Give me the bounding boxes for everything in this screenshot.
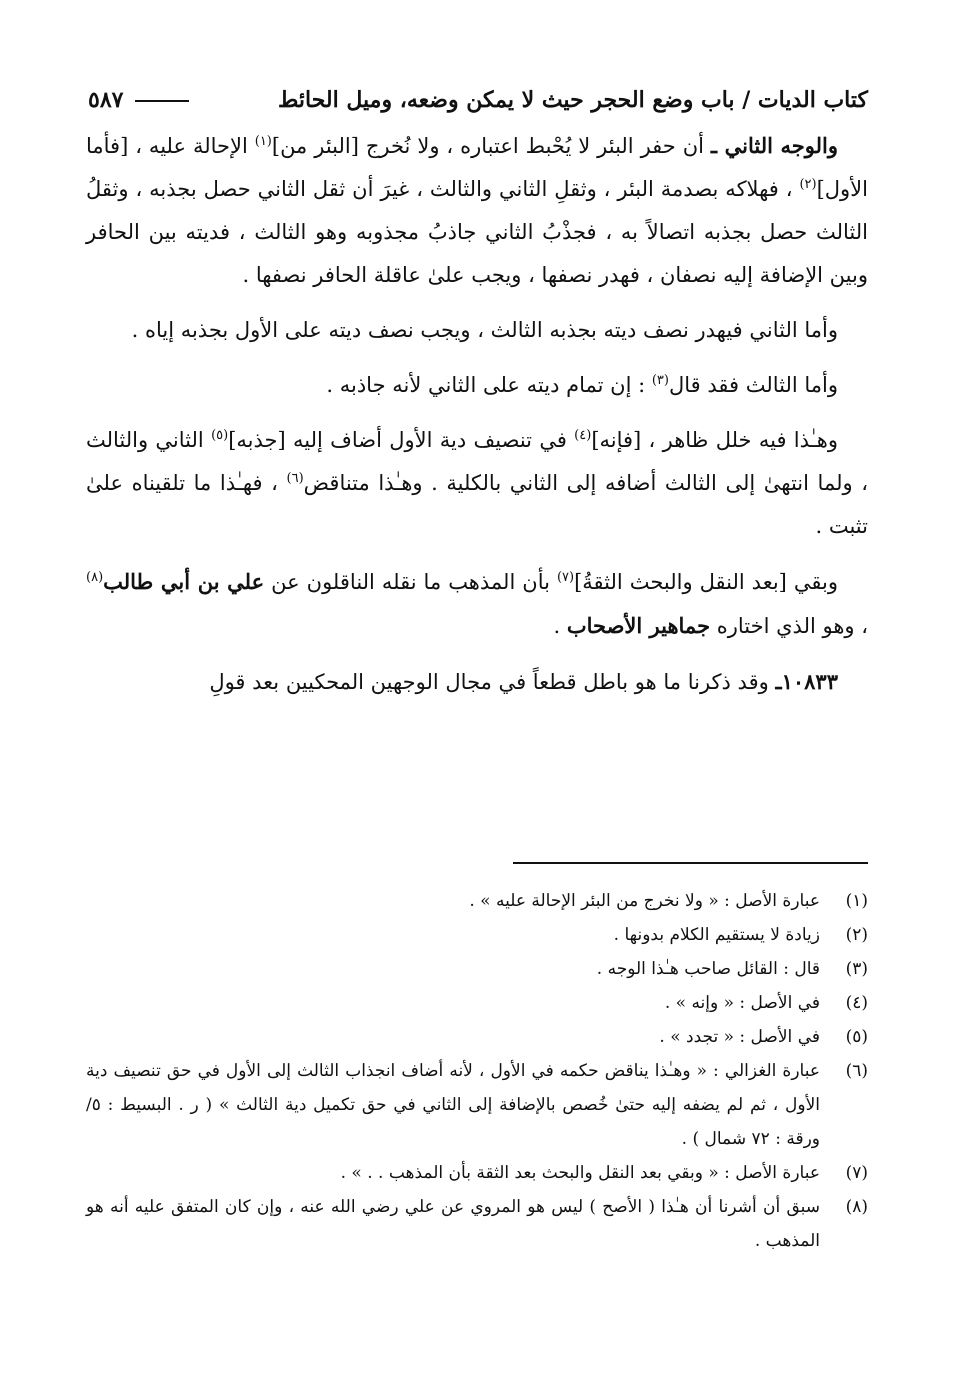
footnote-text: عبارة الأصل : « وبقي بعد النقل والبحث بعد الثقة بأن المذهب . . » .: [340, 1163, 820, 1183]
bold-lead: والوجه الثاني ـ: [710, 133, 838, 158]
text-run: ، وهو الذي اختاره: [710, 614, 868, 638]
footnote-2: [86, 918, 868, 952]
main-text: [86, 124, 868, 716]
paragraph-1: [86, 124, 868, 297]
footnote-separator: [513, 862, 868, 864]
footnote-6: [86, 1054, 868, 1156]
footnote-4: [86, 986, 868, 1020]
bold-name: جماهير الأصحاب: [566, 613, 711, 638]
footnote-number: (١): [845, 891, 868, 911]
footnote-number: (٦): [845, 1061, 868, 1081]
paragraph-6: [86, 660, 868, 704]
chapter-title: كتاب الديات / باب وضع الحجر حيث لا يمكن وضعه، وميل الحائط: [278, 87, 868, 113]
footnote-text: عبارة الغزالي : « وهـٰذا يناقض حكمه في الأول ، لأنه أضاف انجذاب الثالث إلى الأول في حق تنصيف دية الأول ، ثم لم يضفه إليه حتىٰ خُصص بالإضافة إلى الثاني في حق تكميل دية الثالث » ( ر . البسيط : ٥/ ورقة : ٧٢ شمال ) .: [86, 1061, 821, 1149]
footnote-5: [86, 1020, 868, 1054]
footnote-3: [86, 952, 868, 986]
paragraph-2: وأما الثاني فيهدر نصف ديته بجذبه الثالث ، ويجب نصف ديته على الأول بجذبه إياه .: [131, 318, 838, 342]
text-run: الإحالة عليه ، [فأما الأول]: [86, 134, 868, 201]
text-run: وأما الثالث فقد قال: [668, 373, 838, 397]
footnote-number: (٨): [845, 1197, 868, 1217]
text-run: .: [553, 614, 567, 638]
page-number-group: [88, 87, 201, 113]
text-run: ، فهلاكه بصدمة البئر ، وثقلِ الثاني والثالث ، غيرَ أن ثقل الثاني حصل بجذبه ، وثقلُ الثالث حصل بجذبه اتصالاً به ، فجذْبُ الثاني جاذبُ مجذوبه وهو الثالث ، فديته بين الحافر وبين الإضافة إليه نصفان ، فهدر نصفها ، ويجب علىٰ عاقلة الحافر نصفها .: [86, 177, 868, 287]
footnote-ref[interactable]: (٤): [574, 428, 592, 443]
footnote-text: زيادة لا يستقيم الكلام بدونها .: [613, 925, 820, 945]
paragraph-5: [86, 560, 868, 648]
footnote-text: في الأصل : « تجدد » .: [659, 1027, 820, 1047]
footnote-text: عبارة الأصل : « ولا نخرج من البئر الإحالة عليه » .: [469, 891, 820, 911]
footnote-number: (٧): [845, 1163, 868, 1183]
footnotes: [86, 884, 868, 1258]
text-run: وقد ذكرنا ما هو باطل قطعاً في مجال الوجهين المحكيين بعد قولِ: [209, 670, 776, 694]
text-run: وهـٰذا فيه خلل ظاهر ، [فإنه]: [591, 428, 839, 452]
footnote-7: [86, 1156, 868, 1190]
footnote-number: (٢): [845, 925, 868, 945]
text-run: وبقي [بعد النقل والبحث الثقةُ]: [574, 570, 838, 594]
footnote-1: [86, 884, 868, 918]
footnote-number: (٤): [845, 993, 868, 1013]
running-header: [88, 80, 868, 120]
footnote-ref[interactable]: (٦): [286, 471, 304, 486]
footnote-ref[interactable]: (٧): [556, 570, 575, 585]
header-rule: [135, 100, 189, 102]
footnote-text: سبق أن أشرنا أن هـٰذا ( الأصح ) ليس هو المروي عن علي رضي الله عنه ، وإن كان المتفق عليه أنه هو المذهب .: [86, 1197, 820, 1251]
section-number: ١٠٨٣٣ـ: [775, 669, 838, 694]
text-run: بأن المذهب ما نقله الناقلون عن: [264, 570, 557, 594]
text-run: الثاني والثالث ، ولما انتهىٰ إلى الثالث أضافه إلى الثاني بالكلية . وهـٰذا متناقض: [86, 428, 868, 495]
text-run: : إن تمام ديته على الثاني لأنه جاذبه .: [326, 373, 652, 397]
footnote-ref[interactable]: (٢): [799, 177, 817, 192]
text-run: ، فهـٰذا ما تلقيناه علىٰ تثبت .: [86, 471, 868, 538]
paragraph-3: [86, 364, 868, 407]
text-run: أن حفر البئر لا يُحْبط اعتباره ، ولا نُخرج [البئر من]: [271, 134, 711, 158]
page-number: ٥٨٧: [88, 87, 124, 113]
footnote-text: قال : القائل صاحب هـٰذا الوجه .: [596, 959, 820, 979]
footnote-8: [86, 1190, 868, 1258]
footnote-text: في الأصل : « وإنه » .: [664, 993, 820, 1013]
footnote-ref[interactable]: (١): [254, 134, 272, 149]
footnote-ref[interactable]: (٨): [86, 570, 104, 585]
footnote-number: (٥): [845, 1027, 868, 1047]
text-run: في تنصيف دية الأول أضاف إليه [جذبه]: [228, 428, 575, 452]
bold-name: علي بن أبي طالب: [103, 569, 265, 594]
footnote-number: (٣): [845, 959, 868, 979]
paragraph-4: [86, 419, 868, 548]
footnote-ref[interactable]: (٣): [651, 373, 669, 388]
footnote-ref[interactable]: (٥): [211, 428, 229, 443]
